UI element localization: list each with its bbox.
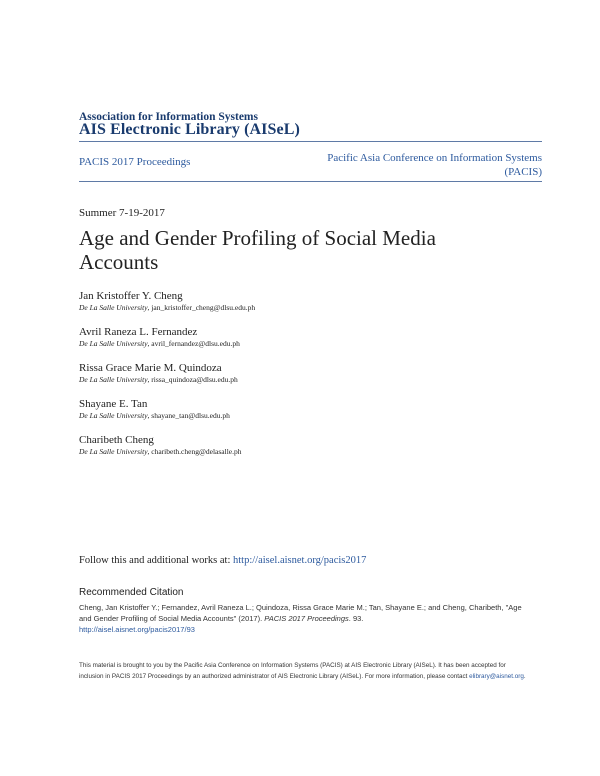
affiliation-name: De La Salle University — [79, 447, 148, 456]
author-name[interactable]: Shayane E. Tan — [79, 398, 148, 410]
collection-link[interactable]: http://aisel.aisnet.org/pacis2017 — [233, 555, 367, 566]
citation-end: . 93. — [348, 614, 364, 623]
divider-top — [79, 141, 542, 142]
citation-source: PACIS 2017 Proceedings — [264, 614, 349, 623]
author-affiliation — [79, 411, 549, 421]
author-email: , shayane_tan@dlsu.edu.ph — [147, 411, 230, 420]
citation-link[interactable]: http://aisel.aisnet.org/pacis2017/93 — [79, 625, 195, 634]
contact-email-link[interactable]: elibrary@aisnet.org — [469, 673, 524, 680]
author-email: , rissa_quindoza@dlsu.edu.ph — [147, 375, 238, 384]
library-notice — [79, 660, 531, 682]
affiliation-name: De La Salle University — [79, 411, 148, 420]
affiliation-name: De La Salle University — [79, 375, 148, 384]
author-entry — [79, 362, 549, 385]
author-affiliation — [79, 303, 549, 313]
author-affiliation — [79, 339, 549, 349]
organization-name[interactable]: Association for Information Systems — [79, 111, 258, 123]
author-name[interactable]: Rissa Grace Marie M. Quindoza — [79, 362, 222, 374]
author-entry — [79, 398, 549, 421]
author-entry — [79, 290, 549, 313]
paper-title: Age and Gender Profiling of Social Media Accounts — [79, 226, 436, 274]
recommended-citation — [79, 602, 529, 635]
proceedings-link[interactable]: PACIS 2017 Proceedings — [79, 156, 191, 168]
divider-bottom — [79, 181, 542, 182]
author-name[interactable]: Avril Raneza L. Fernandez — [79, 326, 198, 338]
author-entry — [79, 434, 549, 457]
notice-text: This material is brought to you by the Pacific Asia Conference on Information Systems (PACIS) at AIS Electronic Library (AISeL). It has been accepted for inclusion in PACIS 2017 Proceedings by an authorized administrator of AIS Electronic Library (AISeL). For more information, please contact — [79, 662, 506, 680]
author-affiliation — [79, 447, 549, 457]
follow-line — [79, 555, 366, 566]
follow-text: Follow this and additional works at: — [79, 555, 233, 566]
publication-date: Summer 7-19-2017 — [79, 207, 165, 219]
author-affiliation — [79, 375, 549, 385]
affiliation-name: De La Salle University — [79, 303, 148, 312]
library-name[interactable]: AIS Electronic Library (AISeL) — [79, 121, 300, 138]
author-name[interactable]: Jan Kristoffer Y. Cheng — [79, 290, 183, 302]
author-name[interactable]: Charibeth Cheng — [79, 434, 154, 446]
author-entry — [79, 326, 549, 349]
author-email: , charibeth.cheng@delasalle.ph — [147, 447, 242, 456]
author-email: , avril_fernandez@dlsu.edu.ph — [147, 339, 240, 348]
recommended-citation-heading: Recommended Citation — [79, 587, 184, 598]
author-list — [79, 290, 549, 470]
citation-text: Cheng, Jan Kristoffer Y.; Fernandez, Avril Raneza L.; Quindoza, Rissa Grace Marie M.; Tan, Shayane E.; and Cheng, Charibeth, "Age and Gender Profiling of Social Media Accounts" (2017). — [79, 603, 522, 623]
author-email: , jan_kristoffer_cheng@dlsu.edu.ph — [147, 303, 256, 312]
notice-end: . — [523, 673, 526, 680]
conference-link[interactable]: Pacific Asia Conference on Information Systems (PACIS) — [327, 152, 542, 178]
affiliation-name: De La Salle University — [79, 339, 148, 348]
